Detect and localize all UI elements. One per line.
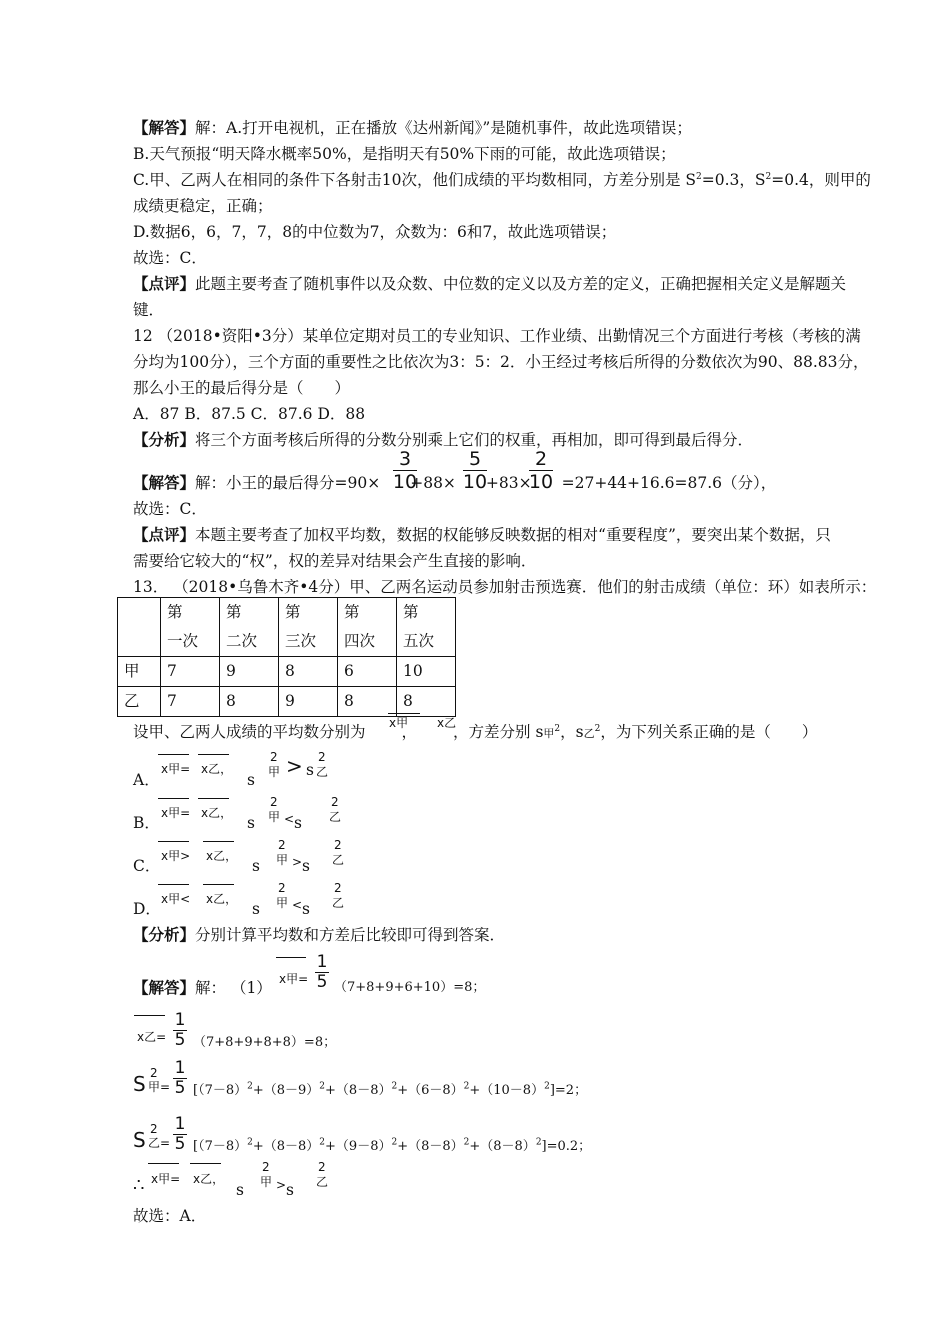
comment-line: 【点评】本题主要考查了加权平均数，数据的权能够反映数据的相对“重要程度”，要突出某个数据，只	[133, 525, 831, 544]
variance-jia-expr: $[(7-8)^2+(8-9)^2+(8-8)^2+(6-8)^2+(10-8)^2]=2$；	[193, 1081, 588, 1098]
s-symbol: s	[286, 1181, 294, 1199]
xbar-yi: x乙	[437, 716, 457, 730]
overline	[158, 841, 189, 842]
xbar-jia: x甲=	[151, 1172, 181, 1186]
solution-line: 成绩更稳定，正确；	[133, 197, 273, 215]
fraction-3-10: 3 10	[392, 448, 418, 493]
therefore-symbol: ∴	[133, 1175, 145, 1196]
xbar-jia: x甲<	[161, 892, 191, 906]
question-line: 那么小王的最后得分是（ ）	[133, 379, 351, 397]
sup-2: 2	[331, 795, 339, 809]
overline	[158, 798, 189, 799]
answer-line: 故选：A．	[133, 1207, 207, 1225]
S-symbol: S	[133, 1128, 146, 1152]
question-line: 分均为100分），三个方面的重要性之比依次为3：5：2．小王经过考核后所得的分数依次为90、88.83分，	[133, 353, 869, 371]
option-c-label: C．	[133, 857, 161, 875]
overline	[203, 841, 234, 842]
xbar-jia: x甲=	[161, 762, 191, 776]
table-cell: 8	[279, 657, 338, 687]
table-row	[118, 657, 456, 687]
sub-yi: 乙=	[148, 1136, 171, 1150]
solution-line: 【解答】解： （1）	[133, 978, 272, 997]
answer-line: 故选：C．	[133, 249, 207, 267]
sub-yi: 乙	[332, 896, 345, 910]
comment-line: 键．	[133, 301, 165, 319]
s-symbol: s	[302, 900, 310, 918]
sub-jia: 甲	[268, 765, 281, 779]
table-header-row	[118, 598, 456, 657]
table-cell: 7	[161, 657, 220, 687]
table-cell: 7	[161, 687, 220, 717]
overline	[276, 957, 306, 958]
s-symbol: s	[236, 1181, 244, 1199]
xbar-yi: x乙，	[201, 762, 233, 776]
sub-yi: 乙	[332, 853, 345, 867]
table-header-cell	[118, 598, 161, 657]
s-symbol: s	[306, 761, 314, 779]
comment-line: 需要给它较大的“权”，权的差异对结果会产生直接的影响．	[133, 552, 537, 570]
table-row-label: 甲	[118, 657, 161, 687]
overline	[198, 798, 229, 799]
fraction-1-5: 1 5	[316, 952, 328, 992]
table-cell: 8	[338, 687, 397, 717]
overline	[203, 884, 234, 885]
fraction-1-5: 1 5	[174, 1114, 186, 1154]
xbar-jia: x甲>	[161, 849, 191, 863]
answer-line: 故选：C．	[133, 500, 207, 518]
sub-yi: 乙	[316, 1175, 329, 1189]
table-cell: 9	[279, 687, 338, 717]
sub-jia: 甲	[276, 896, 289, 910]
overline	[198, 754, 229, 755]
sup-2: 2	[318, 750, 326, 764]
xbar-jia: x甲	[389, 716, 409, 730]
overline	[134, 1015, 165, 1016]
variance-yi-expr: $[(7-8)^2+(8-8)^2+(9-8)^2+(8-8)^2+(8-8)^2]=0.2$；	[193, 1137, 592, 1154]
sub-jia: 甲=	[148, 1080, 171, 1094]
mean-jia-expr: （7+8+9+6+10）=8；	[334, 980, 486, 995]
sup-2: 2	[270, 750, 278, 764]
table-row-label: 乙	[118, 687, 161, 717]
sub-yi: 乙	[329, 810, 342, 824]
table-header-cell: 第 一次	[161, 598, 220, 657]
s-symbol: s	[247, 771, 255, 789]
sup-2: 2	[150, 1122, 158, 1136]
question-line: 设甲、乙两人成绩的平均数分别为 ， ，方差分别 s甲$^2$，s乙$^2$，为下列关系正确的是（ ）	[133, 723, 818, 741]
xbar-yi: x乙，	[206, 849, 238, 863]
sub-jia: 甲	[260, 1175, 273, 1189]
question-line: 13． （2018•乌鲁木齐•4分）甲、乙两名运动员参加射击预选赛．他们的射击成绩（单位：环）如表所示：	[133, 578, 877, 596]
sup-2: 2	[334, 881, 342, 895]
sup-2: 2	[270, 795, 278, 809]
gt-sign: >	[276, 1178, 287, 1192]
comment-line: 【点评】此题主要考查了随机事件以及众数、中位数的定义以及方差的定义，正确把握相关定义是解题关	[133, 274, 847, 293]
sup-2: 2	[334, 838, 342, 852]
overline	[190, 1163, 221, 1164]
fraction-1-5: 1 5	[174, 1010, 186, 1050]
xbar-yi: x乙，	[193, 1172, 225, 1186]
sub-jia: 甲	[276, 853, 289, 867]
table-header-cell: 第 二次	[220, 598, 279, 657]
option-a-label: A．	[133, 771, 160, 789]
solution-line: 【解答】解：小王的最后得分=90× +88× +83× =27+44+16.6=87.6（分），	[133, 473, 777, 492]
fraction-2-10: 2 10	[528, 448, 554, 493]
analysis-line: 【分析】将三个方面考核后所得的分数分别乘上它们的权重，再相加，即可得到最后得分．	[133, 430, 754, 449]
analysis-line: 【分析】分别计算平均数和方差后比较即可得到答案．	[133, 925, 506, 944]
table-cell: 10	[397, 657, 456, 687]
gt-sign: >	[292, 855, 303, 869]
sup-2: 2	[278, 881, 286, 895]
xbar-yi: x乙=	[137, 1030, 167, 1044]
s-symbol: s	[247, 814, 255, 832]
fraction-1-5: 1 5	[174, 1058, 186, 1098]
s-symbol: s	[294, 814, 302, 832]
gt-sign: >	[286, 754, 303, 778]
xbar-yi: x乙，	[206, 892, 238, 906]
table-header-cell: 第 四次	[338, 598, 397, 657]
s-symbol: s	[302, 857, 310, 875]
table-header-cell: 第 三次	[279, 598, 338, 657]
xbar-jia: x甲=	[161, 806, 191, 820]
s-symbol: s	[252, 857, 260, 875]
sup-2: 2	[278, 838, 286, 852]
option-d-label: D．	[133, 900, 161, 918]
lt-sign: <	[284, 812, 295, 826]
table-cell: 9	[220, 657, 279, 687]
sub-jia: 甲	[268, 810, 281, 824]
sup-2: 2	[150, 1066, 158, 1080]
sup-2: 2	[318, 1160, 326, 1174]
xbar-jia: x甲=	[279, 972, 309, 986]
overline	[158, 884, 189, 885]
solution-line: B.天气预报“明天降水概率50%，是指明天有50%下雨的可能，故此选项错误；	[133, 145, 676, 163]
xbar-yi: x乙，	[201, 806, 233, 820]
scores-table	[117, 597, 456, 717]
S-symbol: S	[133, 1072, 146, 1096]
overline	[148, 1163, 179, 1164]
table-cell: 8	[220, 687, 279, 717]
table-cell: 6	[338, 657, 397, 687]
sup-2: 2	[262, 1160, 270, 1174]
lt-sign: <	[292, 898, 303, 912]
solution-line: D.数据6，6，7，7，8的中位数为7，众数为：6和7，故此选项错误；	[133, 223, 617, 241]
overline	[388, 713, 420, 714]
table-row	[118, 687, 456, 717]
option-b-label: B．	[133, 814, 160, 832]
mean-yi-expr: （7+8+9+8+8）=8；	[193, 1035, 337, 1050]
overline	[158, 754, 189, 755]
table-header-cell: 第 五次	[397, 598, 456, 657]
solution-line: C.甲、乙两人在相同的条件下各射击10次，他们成绩的平均数相同，方差分别是 $S^2=0.3$，$S^2=0.4$，则甲的	[133, 171, 871, 189]
s-symbol: s	[252, 900, 260, 918]
solution-line: 【解答】解：A.打开电视机，正在播放《达州新闻》”是随机事件，故此选项错误；	[133, 118, 692, 137]
fraction-5-10: 5 10	[462, 448, 488, 493]
sub-yi: 乙	[316, 765, 329, 779]
table-cell: 8	[397, 687, 456, 717]
options-line: A．87 B．87.5 C．87.6 D．88	[133, 405, 366, 423]
question-line: 12 （2018•资阳•3分）某单位定期对员工的专业知识、工作业绩、出勤情况三个方面进行考核（考核的满	[133, 327, 861, 345]
